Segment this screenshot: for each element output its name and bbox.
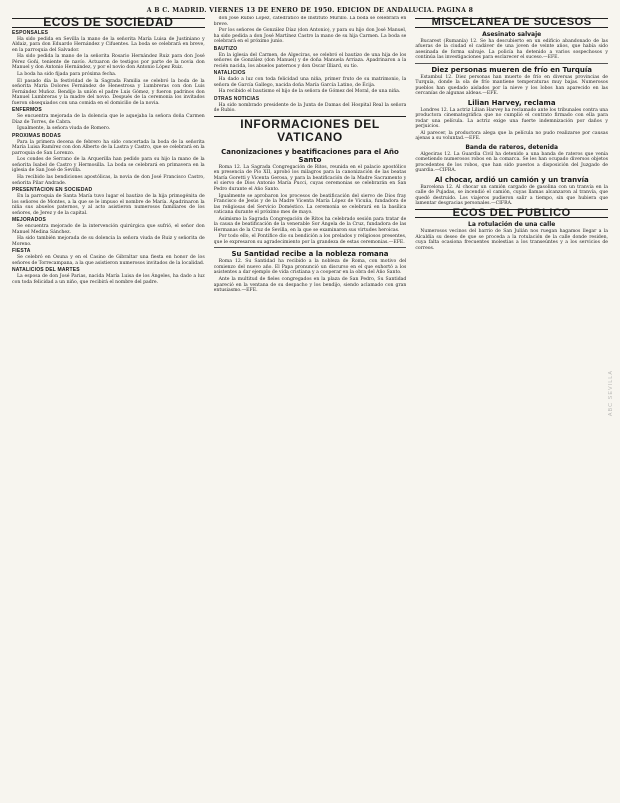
archive-stamp: ABC SEVILLA — [608, 370, 614, 417]
subheading-frio-turquia: Diez personas mueren de frío en Turquía — [431, 65, 593, 74]
divider — [214, 247, 407, 248]
paragraph: Londres 12. La actriz Lilian Harvey ha reclamado ante los tribunales contra una productora cinematográfica que no cumplió el contrato firmado con ella para rodar una película. La actriz exige una fuerte indemnización por daños y perjuicios. — [415, 107, 608, 129]
subheading-lilian-harvey: Lilian Harvey, reclama — [467, 98, 556, 107]
paragraph: Roma 12. La Sagrada Congregación de Ritos, reunida en el palacio apostólico en presencia de Pío XII, aprobó los milagros para la canonización de las beatas María Goretti y Vicenta Gerosa, y para la beatificación de la Madre Sacramento y el siervo de Dios Antonio María Pucci, cuyas ceremonias se celebrarán en San Pedro durante el Año Santo. — [213, 164, 407, 192]
section-heading-vaticano: INFORMACIONES DEL VATICANO — [214, 116, 407, 145]
column-sucesos — [415, 16, 608, 796]
paragraph: Barcelona 12. Al chocar un camión cargado de gasolina con un tranvía en la calle de Pujadas, se incendió el camión, cuyas llamas alcanzaron al tranvía, que quedó destruido. Los viajeros pudieron salir a tiempo, sin que hubiera que lamentar desgracias personales.—CIFRA. — [415, 184, 608, 207]
kicker-esponsales: ESPONSALES — [12, 29, 49, 36]
paragraph: Asimismo la Sagrada Congregación de Ritos ha celebrado sesión para tratar de la causa de beatificación de la venerable Sor Ángela de la Cruz, fundadora de las Hermanas de la Cruz de Sevilla, en la que se examinaron sus virtudes heroicas. — [213, 216, 407, 233]
paragraph: En la iglesia del Carmen, de Algeciras, se celebró el bautizo de una hija de los señores de González (don Manuel) y de doña Manuela Arriaza. Apadrinaron a la recién nacida, los abuelos paternos y don Oscar Illiard, su tío. — [213, 52, 407, 69]
kicker-presentacion: PRESENTACION EN SOCIEDAD — [12, 187, 93, 194]
paragraph: Ha dado a luz con toda felicidad una niña, primer fruto de su matrimonio, la señora de García Gallego, nacida doña María García Latino, de Écija. — [213, 77, 407, 88]
subheading-asesinato: Asesinato salvaje — [482, 30, 542, 38]
paragraph: don José Rubio López, catedrático de Instituto Murillo. La boda se celebrará en breve. — [213, 16, 407, 27]
paragraph: En la parroquia de Santa María tuvo lugar el bautizo de la hija primogénita de los señores de Montes, a la que se le impuso el nombre de María. Apadrinaron la niña sus abuelos paternos, y al acto asistieron numerosos familiares de los señores, de Jerez y de la capital. — [12, 194, 205, 216]
paragraph: El pasado día la festividad de la Sagrada Familia se celebró la boda de la señorita María Dolores Fernández de Henestrosa y Lumbreras con don Luis Fernández Muñoz. Bendijo la unión el padre Luis Gómez, y fueron padrinos don Manuel Lumbreras y la madre del novio. Después de la ceremonia los invitados fueron obsequiados con una comida en el domicilio de la novia. — [12, 78, 205, 106]
paragraph: Algeciras 12. La Guardia Civil ha detenido a una banda de rateros que venía cometiendo numerosos robos en la comarca. Se les han ocupado diversos objetos procedentes de los robos, que han sido puestos a disposición del Juzgado de guardia.—CIFRA. — [415, 151, 608, 174]
paragraph: Por todo ello, el Pontífice dio su bendición a los prelados y religiosos presentes, que le expresaron su agradecimiento por la grandeza de estas ceremonias.—EFE. — [213, 234, 407, 245]
paragraph: La esposa de don José Parias, nacida María Luisa de los Ángeles, ha dado a luz con toda felicidad a un niño, que recibirá el nombre del padre. — [12, 274, 205, 285]
paragraph: Por los señores de González Díaz (don Antonio), y para su hijo don José Manuel, ha sido pedida a don José Martínez Castro la mano de su hija Carmen. La boda se celebrará en el próximo junio. — [213, 28, 407, 45]
section-heading-miscelanea: MISCELANEA DE SUCESOS — [415, 18, 608, 28]
subheading-banda-rateros: Banda de rateros, detenida — [465, 143, 559, 151]
divider — [415, 63, 608, 64]
paragraph: Ha sido nombrado presidente de la Junta de Damas del Hospital Real la señora de Rubio. — [213, 102, 407, 114]
subheading-nobleza: Su Santidad recibe a la nobleza romana — [231, 250, 389, 259]
paragraph: Los condes de Serrano de la Arquerilla han pedido para su hijo la mano de la señorita Isabel de Castro y Hermosilla. La boda se celebrará en primavera en la iglesia de San José de Sevilla. — [12, 157, 205, 174]
section-heading-sociedad: ECOS DE SOCIEDAD — [12, 18, 205, 28]
paragraph: Ha sido también mejorada de su dolencia la señora viuda de Ruiz y señorita de Moreno. — [12, 236, 205, 247]
paragraph: Se encuentra mejorado de la intervención quirúrgica que sufrió, el señor don Manuel Medina Sánchez. — [12, 224, 205, 235]
column-vaticano — [214, 16, 407, 796]
columns — [12, 16, 608, 796]
kicker-fiesta: FIESTA — [12, 248, 31, 255]
masthead: A B C. MADRID. VIERNES 13 DE ENERO DE 1950. EDICION DE ANDALUCIA. PAGINA 8 — [146, 7, 474, 14]
subheading-rotulacion: La rotulación de una calle — [468, 221, 556, 229]
column-sociedad — [12, 16, 205, 796]
paragraph: Para la primera decena de febrero ha sido concertada la boda de la señorita María Luisa Ramírez con don Alberto de la Lastra y Castro, que se celebrará en la parroquia de San Lorenzo. — [12, 139, 205, 156]
kicker-otras-noticias: OTRAS NOTICIAS — [213, 95, 260, 102]
subheading-canonizaciones: Canonizaciones y beatificaciones para el Año Santo — [221, 147, 399, 164]
paragraph: Ante la multitud de fieles congregados en la plaza de San Pedro, Su Santidad apareció en la ventana de su despacho y los bendijo, siendo aclamado con gran entusiasmo.—EFE. — [213, 277, 407, 294]
paragraph: Se encuentra mejorada de la dolencia que le aquejaba la señora doña Carmen Díaz de Torres, de Cabra. — [12, 114, 205, 125]
paragraph: Ha sido pedida en Sevilla la mano de la señorita María Luisa de Justiniano y Aldaiz, para don Eduardo Hernández y Cifuentes. La boda se celebrará en breve, en la parroquia del Salvador. — [12, 36, 205, 53]
kicker-natalicios: NATALICIOS DEL MARTES — [12, 267, 80, 274]
subheading-camion-tranvia: Al chocar, ardió un camión y un tranvía — [434, 175, 589, 184]
paragraph: Se celebró en Osuna y en el Casino de Gibraltar una fiesta en honor de los señores de Torrecampana, a la que asistieron numerosos invitados de la localidad. — [12, 255, 205, 266]
kicker-natalicios: NATALICIOS — [213, 70, 246, 77]
kicker-mejorados: MEJORADOS — [12, 217, 47, 224]
kicker-proximas-bodas: PROXIMAS BODAS — [12, 132, 61, 139]
section-heading-ecos-publico: ECOS DEL PUBLICO — [415, 209, 608, 219]
paragraph: Al parecer, la productora alega que la película no pudo realizarse por causas ajenas a su voluntad.—EFE. — [415, 130, 608, 142]
paragraph: Roma 12. Su Santidad ha recibido a la nobleza de Roma, con motivo del comienzo del nuevo año. El Papa pronunció un discurso en el que exhortó a los asistentes a dar ejemplo de vida cristiana y a cooperar en la obra del Año Santo. — [213, 259, 407, 276]
paragraph: Igualmente se aprobaron los procesos de beatificación del siervo de Dios fray Francisco de Jesús y de la Madre Vicenta María López de Vicuña, fundadora de las religiosas del Servicio Doméstico. La ceremonia se celebrará en la basílica vaticana durante el próximo mes de mayo. — [213, 193, 407, 216]
kicker-enfermos: ENFERMOS — [12, 107, 42, 114]
paragraph: Bucarest (Rumanía) 12. Se ha descubierto en un edificio abandonado de las afueras de la ciudad el cadáver de una joven de veinte años, que había sido asesinada de forma salvaje. La policía ha detenido a varios sospechosos y continúa las investigaciones para esclarecer el suceso.—EFE. — [415, 38, 608, 60]
paragraph: Estambul 12. Diez personas han muerto de frío en diversas provincias de Turquía, donde la ola de frío mantiene temperaturas muy bajas. Numerosos pueblos han quedado aislados por la nieve y los lobos han aparecido en las cercanías de algunas aldeas.—EFE. — [415, 74, 608, 96]
paragraph: La boda ha sido fijada para próxima fecha. — [17, 71, 117, 77]
paragraph: Numerosos vecinos del barrio de San Julián nos ruegan hagamos llegar a la Alcaldía su deseo de que se proceda a la rotulación de la calle donde residen, cuya falta ocasiona frecuentes molestias a los transeúntes y a los servicios de correos. — [415, 229, 608, 251]
paragraph: Igualmente, la señora viuda de Romero. — [17, 126, 111, 132]
kicker-bautizo: BAUTIZO — [213, 45, 238, 52]
paragraph: Ha recibido el bautismo el hijo de la señora de Gómez del Moral, de una niña. — [218, 89, 401, 95]
paragraph: Ha sido pedida la mano de la señorita Rosario Hernández Ruiz para don José Pérez Goñi, teniente de navío. Actuaron de testigos por parte de la novia don Manuel y don Antonio Hernández, y por el novio don Antonio López Ruiz. — [12, 54, 205, 71]
paragraph: Ha recibido las bendiciones apostólicas, la novia de don José Francisco Castro, señorita Pilar Andrade. — [12, 175, 205, 186]
